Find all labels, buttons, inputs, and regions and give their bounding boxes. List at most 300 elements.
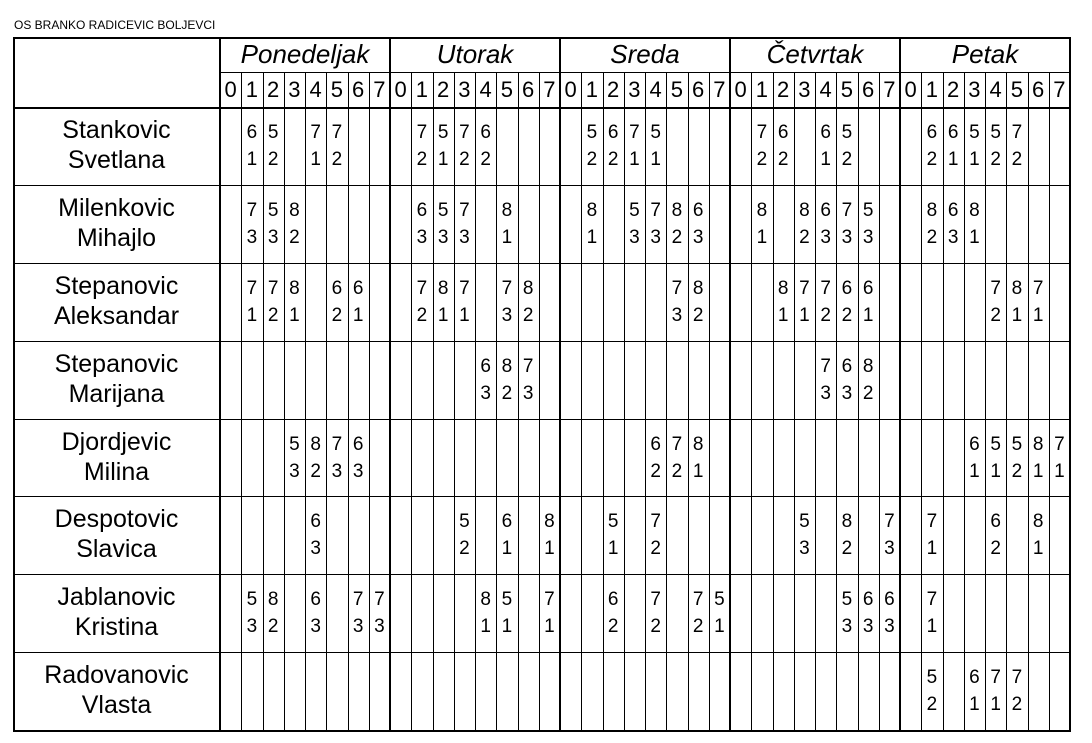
- class-grade: 8: [586, 199, 598, 221]
- class-section: 2: [692, 616, 704, 638]
- class-section: 3: [884, 616, 895, 638]
- table-border-bottom: [13, 730, 1071, 732]
- class-grade: 7: [692, 589, 704, 611]
- class-grade: 5: [267, 199, 279, 221]
- class-section: 1: [692, 460, 704, 482]
- lesson-cell: [645, 586, 666, 640]
- row-divider: [13, 185, 1071, 186]
- class-grade: 8: [544, 511, 555, 533]
- class-section: 1: [1032, 538, 1044, 560]
- period-header: 6: [522, 77, 535, 102]
- class-section: 3: [331, 460, 343, 482]
- lesson-cell: [645, 197, 666, 251]
- period-header: 7: [373, 77, 386, 102]
- lesson-cell: [645, 431, 666, 485]
- class-grade: 6: [884, 589, 895, 611]
- class-grade: 5: [714, 589, 725, 611]
- lesson-cell: [773, 119, 794, 173]
- class-grade: 5: [459, 511, 470, 533]
- lesson-cell: [624, 197, 645, 251]
- class-grade: 7: [671, 433, 683, 455]
- class-grade: 7: [1054, 433, 1065, 455]
- class-section: 3: [437, 226, 449, 248]
- class-grade: 6: [692, 199, 704, 221]
- teacher-surname: Djordjevic: [61, 427, 172, 456]
- period-column-divider: [284, 72, 285, 730]
- lesson-cell: [241, 275, 262, 329]
- period-header: 4: [309, 77, 322, 102]
- class-section: 2: [841, 149, 853, 170]
- class-section: 1: [246, 149, 258, 170]
- lesson-cell: [326, 119, 347, 173]
- class-section: 2: [501, 382, 513, 404]
- class-grade: 5: [799, 511, 810, 533]
- class-grade: 7: [629, 122, 640, 143]
- lesson-cell: [985, 119, 1006, 173]
- class-grade: 8: [310, 433, 321, 455]
- class-section: 3: [246, 226, 258, 248]
- class-grade: 6: [947, 122, 959, 143]
- lesson-cell: [836, 586, 857, 640]
- class-grade: 6: [841, 277, 853, 299]
- period-header: 2: [267, 77, 280, 102]
- day-header-4: Petak: [951, 39, 1019, 69]
- class-grade: 6: [777, 122, 789, 143]
- lesson-cell: [454, 275, 475, 329]
- period-header: 7: [883, 77, 896, 102]
- class-grade: 6: [352, 277, 364, 299]
- class-section: 2: [267, 304, 279, 326]
- period-header: 0: [224, 77, 237, 102]
- lesson-cell: [241, 586, 262, 640]
- lesson-cell: [858, 197, 879, 251]
- class-section: 1: [1032, 460, 1044, 482]
- class-grade: 7: [990, 277, 1001, 299]
- lesson-cell: [603, 119, 624, 173]
- lesson-cell: [666, 197, 687, 251]
- class-section: 1: [480, 616, 491, 638]
- class-grade: 6: [480, 122, 491, 143]
- class-grade: 8: [1032, 511, 1044, 533]
- class-grade: 6: [926, 122, 938, 143]
- period-header: 7: [543, 77, 556, 102]
- lesson-cell: [496, 275, 517, 329]
- lesson-cell: [496, 353, 517, 407]
- class-section: 3: [310, 616, 321, 638]
- period-header: 3: [798, 77, 811, 102]
- class-section: 2: [671, 226, 683, 248]
- class-section: 2: [692, 304, 704, 326]
- period-header: 3: [628, 77, 641, 102]
- class-grade: 8: [969, 199, 980, 221]
- lesson-cell: [943, 197, 964, 251]
- lesson-cell: [921, 586, 942, 640]
- class-section: 1: [1054, 460, 1065, 482]
- class-grade: 7: [884, 511, 895, 533]
- class-section: 1: [947, 149, 959, 170]
- period-header: 2: [607, 77, 620, 102]
- class-section: 3: [841, 382, 853, 404]
- class-grade: 8: [692, 433, 704, 455]
- lesson-cell: [454, 508, 475, 562]
- lesson-cell: [815, 119, 836, 173]
- row-divider: [13, 652, 1071, 653]
- class-grade: 5: [862, 199, 874, 221]
- class-section: 2: [841, 304, 853, 326]
- lesson-cell: [1006, 664, 1027, 718]
- class-section: 1: [862, 304, 874, 326]
- class-grade: 5: [289, 433, 300, 455]
- period-header: 0: [394, 77, 407, 102]
- lesson-cell: [1006, 275, 1027, 329]
- lesson-cell: [815, 353, 836, 407]
- class-grade: 6: [841, 355, 853, 377]
- lesson-cell: [624, 119, 645, 173]
- lesson-cell: [921, 197, 942, 251]
- lesson-cell: [348, 431, 369, 485]
- lesson-cell: [985, 508, 1006, 562]
- lesson-cell: [518, 275, 539, 329]
- lesson-cell: [263, 275, 284, 329]
- class-grade: 5: [990, 433, 1001, 455]
- teacher-given-name: Mihajlo: [76, 223, 157, 252]
- period-header: 2: [777, 77, 790, 102]
- class-section: 3: [841, 226, 853, 248]
- row-divider: [13, 496, 1071, 497]
- class-section: 2: [756, 149, 768, 170]
- class-section: 3: [820, 226, 831, 248]
- class-section: 3: [267, 226, 279, 248]
- period-column-divider: [794, 72, 795, 730]
- class-grade: 5: [437, 199, 449, 221]
- class-grade: 7: [352, 589, 364, 611]
- lesson-cell: [284, 431, 305, 485]
- class-section: 1: [820, 149, 831, 170]
- class-grade: 7: [799, 277, 810, 299]
- lesson-cell: [836, 119, 857, 173]
- class-section: 1: [969, 460, 980, 482]
- teacher-given-name: Aleksandar: [53, 301, 180, 330]
- lesson-cell: [794, 197, 815, 251]
- class-grade: 7: [650, 589, 661, 611]
- lesson-cell: [496, 197, 517, 251]
- period-header: 3: [968, 77, 981, 102]
- lesson-cell: [858, 586, 879, 640]
- lesson-cell: [433, 275, 454, 329]
- class-section: 1: [714, 616, 725, 638]
- lesson-cell: [964, 119, 985, 173]
- class-grade: 6: [990, 511, 1001, 533]
- period-header: 6: [692, 77, 705, 102]
- lesson-cell: [326, 275, 347, 329]
- class-grade: 6: [650, 433, 661, 455]
- class-section: 3: [480, 382, 491, 404]
- class-grade: 5: [841, 122, 853, 143]
- class-section: 2: [926, 149, 938, 170]
- lesson-cell: [985, 275, 1006, 329]
- class-grade: 8: [480, 589, 491, 611]
- period-header: 1: [415, 77, 428, 102]
- table-border-right: [1069, 37, 1071, 732]
- class-section: 3: [522, 382, 534, 404]
- period-header: 6: [352, 77, 365, 102]
- class-grade: 8: [926, 199, 938, 221]
- lesson-cell: [433, 119, 454, 173]
- class-grade: 6: [862, 589, 874, 611]
- lesson-cell: [411, 119, 432, 173]
- class-grade: 8: [862, 355, 874, 377]
- class-section: 2: [459, 149, 470, 170]
- lesson-cell: [921, 664, 942, 718]
- class-grade: 5: [990, 122, 1001, 143]
- class-section: 2: [607, 149, 619, 170]
- class-section: 2: [926, 226, 938, 248]
- class-section: 2: [777, 149, 789, 170]
- class-grade: 6: [310, 511, 321, 533]
- class-section: 3: [650, 226, 661, 248]
- class-section: 1: [926, 616, 938, 638]
- teacher-given-name: Vlasta: [81, 691, 152, 720]
- class-grade: 7: [756, 122, 768, 143]
- class-section: 3: [352, 616, 364, 638]
- class-grade: 6: [310, 589, 321, 611]
- class-grade: 8: [1011, 277, 1023, 299]
- lesson-cell: [751, 197, 772, 251]
- class-grade: 6: [607, 122, 619, 143]
- lesson-cell: [603, 508, 624, 562]
- class-section: 2: [607, 616, 619, 638]
- class-section: 2: [841, 538, 853, 560]
- class-grade: 7: [459, 122, 470, 143]
- class-section: 2: [289, 226, 300, 248]
- class-grade: 8: [841, 511, 853, 533]
- class-section: 1: [990, 460, 1001, 482]
- class-section: 2: [990, 149, 1001, 170]
- class-section: 3: [799, 538, 810, 560]
- class-section: 2: [799, 226, 810, 248]
- class-section: 3: [692, 226, 704, 248]
- teacher-given-name: Marijana: [68, 379, 165, 408]
- class-section: 2: [650, 616, 661, 638]
- class-section: 3: [841, 616, 853, 638]
- class-grade: 5: [841, 589, 853, 611]
- teacher-given-name: Milina: [83, 457, 150, 486]
- lesson-cell: [794, 508, 815, 562]
- lesson-cell: [241, 197, 262, 251]
- class-grade: 7: [650, 511, 661, 533]
- class-grade: 6: [820, 199, 831, 221]
- lesson-cell: [985, 431, 1006, 485]
- lesson-cell: [815, 197, 836, 251]
- class-section: 1: [756, 226, 768, 248]
- class-grade: 8: [437, 277, 449, 299]
- row-divider: [13, 574, 1071, 575]
- lesson-cell: [284, 197, 305, 251]
- class-grade: 7: [331, 122, 343, 143]
- period-header: 5: [500, 77, 513, 102]
- class-section: 1: [437, 149, 449, 170]
- lesson-cell: [921, 508, 942, 562]
- lesson-cell: [836, 275, 857, 329]
- class-grade: 5: [607, 511, 619, 533]
- day-header-0: Ponedeljak: [240, 39, 370, 69]
- class-section: 1: [650, 149, 661, 170]
- class-grade: 8: [777, 277, 789, 299]
- class-grade: 5: [926, 667, 938, 689]
- lesson-cell: [433, 197, 454, 251]
- period-header: 5: [330, 77, 343, 102]
- lesson-cell: [921, 119, 942, 173]
- lesson-cell: [475, 119, 496, 173]
- class-section: 3: [501, 304, 513, 326]
- teacher-given-name: Kristina: [74, 613, 159, 642]
- class-grade: 5: [437, 122, 449, 143]
- lesson-cell: [475, 586, 496, 640]
- lesson-cell: [348, 586, 369, 640]
- class-section: 3: [416, 226, 428, 248]
- class-section: 2: [522, 304, 534, 326]
- class-section: 2: [310, 460, 321, 482]
- class-section: 2: [862, 382, 874, 404]
- lesson-cell: [348, 275, 369, 329]
- class-grade: 7: [459, 199, 470, 221]
- period-header: 1: [245, 77, 258, 102]
- class-section: 2: [267, 149, 279, 170]
- day-header-2: Sreda: [610, 39, 680, 69]
- lesson-cell: [666, 431, 687, 485]
- class-grade: 7: [820, 277, 831, 299]
- class-section: 1: [246, 304, 258, 326]
- lesson-cell: [496, 508, 517, 562]
- lesson-cell: [305, 119, 326, 173]
- lesson-cell: [836, 197, 857, 251]
- lesson-cell: [263, 197, 284, 251]
- class-section: 1: [969, 694, 980, 716]
- class-grade: 8: [671, 199, 683, 221]
- class-section: 2: [990, 304, 1001, 326]
- lesson-cell: [241, 119, 262, 173]
- row-divider: [13, 263, 1071, 264]
- teacher-surname: Milenkovic: [58, 193, 175, 222]
- lesson-cell: [858, 275, 879, 329]
- class-section: 2: [267, 616, 279, 638]
- class-section: 1: [289, 304, 300, 326]
- class-section: 1: [1011, 304, 1023, 326]
- class-section: 1: [544, 538, 555, 560]
- lesson-cell: [454, 197, 475, 251]
- teacher-given-name: Svetlana: [67, 146, 166, 174]
- class-grade: 6: [352, 433, 364, 455]
- class-section: 1: [501, 616, 513, 638]
- class-section: 2: [671, 460, 683, 482]
- class-section: 3: [310, 538, 321, 560]
- lesson-cell: [879, 586, 900, 640]
- class-section: 1: [1032, 304, 1044, 326]
- period-header: 0: [564, 77, 577, 102]
- class-section: 3: [459, 226, 470, 248]
- class-section: 2: [331, 149, 343, 170]
- lesson-cell: [263, 586, 284, 640]
- class-section: 3: [246, 616, 258, 638]
- class-section: 2: [416, 149, 428, 170]
- class-grade: 8: [267, 589, 279, 611]
- class-grade: 7: [459, 277, 470, 299]
- class-section: 3: [352, 460, 364, 482]
- lesson-cell: [284, 275, 305, 329]
- class-grade: 5: [246, 589, 258, 611]
- class-grade: 5: [501, 589, 513, 611]
- period-header: 4: [989, 77, 1002, 102]
- lesson-cell: [581, 119, 602, 173]
- class-grade: 8: [522, 277, 534, 299]
- teacher-surname: Radovanovic: [44, 661, 189, 690]
- lesson-cell: [709, 586, 730, 640]
- lesson-cell: [496, 586, 517, 640]
- lesson-cell: [1028, 275, 1049, 329]
- class-section: 2: [990, 538, 1001, 560]
- lesson-cell: [305, 586, 326, 640]
- class-section: 1: [777, 304, 789, 326]
- lesson-cell: [815, 275, 836, 329]
- lesson-cell: [688, 197, 709, 251]
- class-grade: 7: [331, 433, 343, 455]
- day-header-3: Četvrtak: [766, 39, 864, 69]
- class-section: 1: [437, 304, 449, 326]
- lesson-cell: [454, 119, 475, 173]
- class-grade: 7: [267, 277, 279, 299]
- class-section: 3: [820, 382, 831, 404]
- class-grade: 6: [947, 199, 959, 221]
- class-grade: 7: [841, 199, 853, 221]
- period-header: 0: [734, 77, 747, 102]
- class-section: 3: [374, 616, 385, 638]
- teacher-surname: Stepanovic: [54, 349, 179, 378]
- class-section: 2: [650, 460, 661, 482]
- period-header: 4: [649, 77, 662, 102]
- class-section: 1: [926, 538, 938, 560]
- class-section: 1: [459, 304, 470, 326]
- class-grade: 7: [926, 511, 938, 533]
- class-section: 2: [1011, 694, 1023, 716]
- lesson-cell: [688, 275, 709, 329]
- class-section: 1: [501, 538, 513, 560]
- class-section: 3: [671, 304, 683, 326]
- class-section: 3: [862, 226, 874, 248]
- class-section: 1: [990, 694, 1001, 716]
- class-grade: 8: [799, 199, 810, 221]
- lesson-cell: [964, 431, 985, 485]
- school-name: OS BRANKO RADICEVIC BOLJEVCI: [14, 18, 216, 32]
- lesson-cell: [964, 197, 985, 251]
- lesson-cell: [773, 275, 794, 329]
- lesson-cell: [985, 664, 1006, 718]
- class-grade: 7: [246, 277, 258, 299]
- class-grade: 7: [990, 667, 1001, 689]
- class-section: 1: [544, 616, 555, 638]
- class-grade: 7: [1011, 122, 1023, 143]
- class-section: 2: [459, 538, 470, 560]
- class-grade: 8: [1032, 433, 1044, 455]
- class-grade: 7: [671, 277, 683, 299]
- lesson-cell: [794, 275, 815, 329]
- period-header: 1: [925, 77, 938, 102]
- class-section: 1: [969, 149, 980, 170]
- period-header: 1: [755, 77, 768, 102]
- class-section: 1: [310, 149, 321, 170]
- class-grade: 6: [331, 277, 343, 299]
- period-header: 0: [904, 77, 917, 102]
- lesson-cell: [603, 586, 624, 640]
